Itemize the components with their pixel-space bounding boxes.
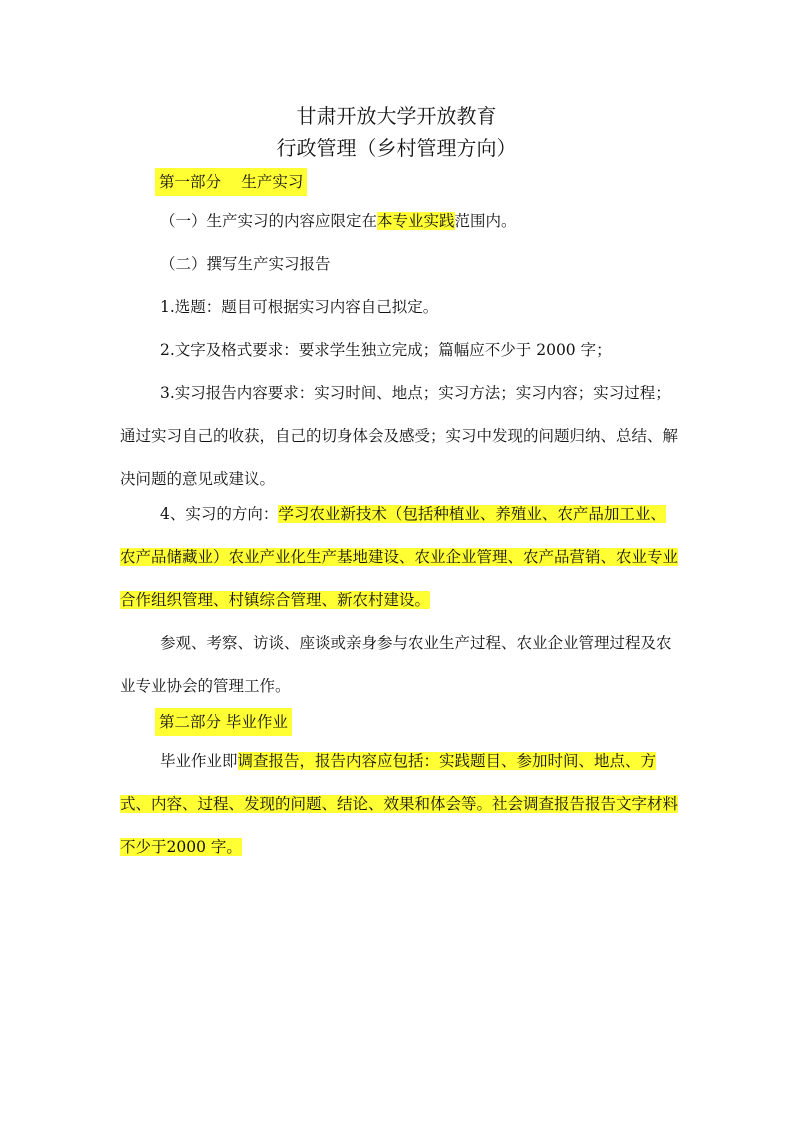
paragraph-content-scope: [120, 200, 680, 243]
document-title: 甘肃开放大学开放教育: [296, 104, 497, 128]
highlighted-text: 调查报告，报告内容应包括：实践题目、参加时间、地点、方式、内容、过程、发现的问题、结论、效果和体会等。社会调查报告报告文字材料不少于2000 字。: [120, 752, 679, 856]
paragraph-content-requirements: 3.实习报告内容要求：实习时间、地点；实习方法；实习内容；实习过程；通过实习自己的收获，自己的切身体会及感受；实习中发现的问题归纳、总结、解决问题的意见或建议。: [120, 384, 679, 488]
paragraph-topic-selection: 1.选题：题目可根据实习内容自己拟定。: [160, 298, 439, 316]
paragraph-format-requirements: 2.文字及格式要求：要求学生独立完成；篇幅应不少于 2000 字；: [160, 341, 612, 359]
section-heading-part-1: 第一部分 生产实习: [155, 168, 307, 196]
highlighted-text: 学习农业新技术（包括种植业、养殖业、农产品加工业、农产品储藏业）农业产业化生产基地建设、农业企业管理、农产品营销、农业专业合作组织管理、村镇综合管理、新农村建设。: [120, 505, 679, 609]
paragraph-activities: 参观、考察、访谈、座谈或亲身参与农业生产过程、农业企业管理过程及农业专业协会的管理工作。: [120, 634, 672, 695]
paragraph-report-writing: （二）撰写生产实习报告: [160, 255, 331, 273]
paragraph-text: 4、实习的方向：: [160, 505, 279, 523]
paragraph-text: 毕业作业即: [160, 752, 238, 770]
highlighted-text: 本专业实践: [377, 212, 455, 230]
section-heading-part-2: 第二部分 毕业作业: [155, 708, 292, 736]
paragraph-text: 范围内。: [454, 212, 517, 230]
document-subtitle: 行政管理（乡村管理方向）: [276, 136, 517, 160]
paragraph-internship-direction: [120, 493, 680, 622]
paragraph-graduation-work: [120, 740, 680, 869]
paragraph-text: （一）生产实习的内容应限定在: [160, 212, 378, 230]
